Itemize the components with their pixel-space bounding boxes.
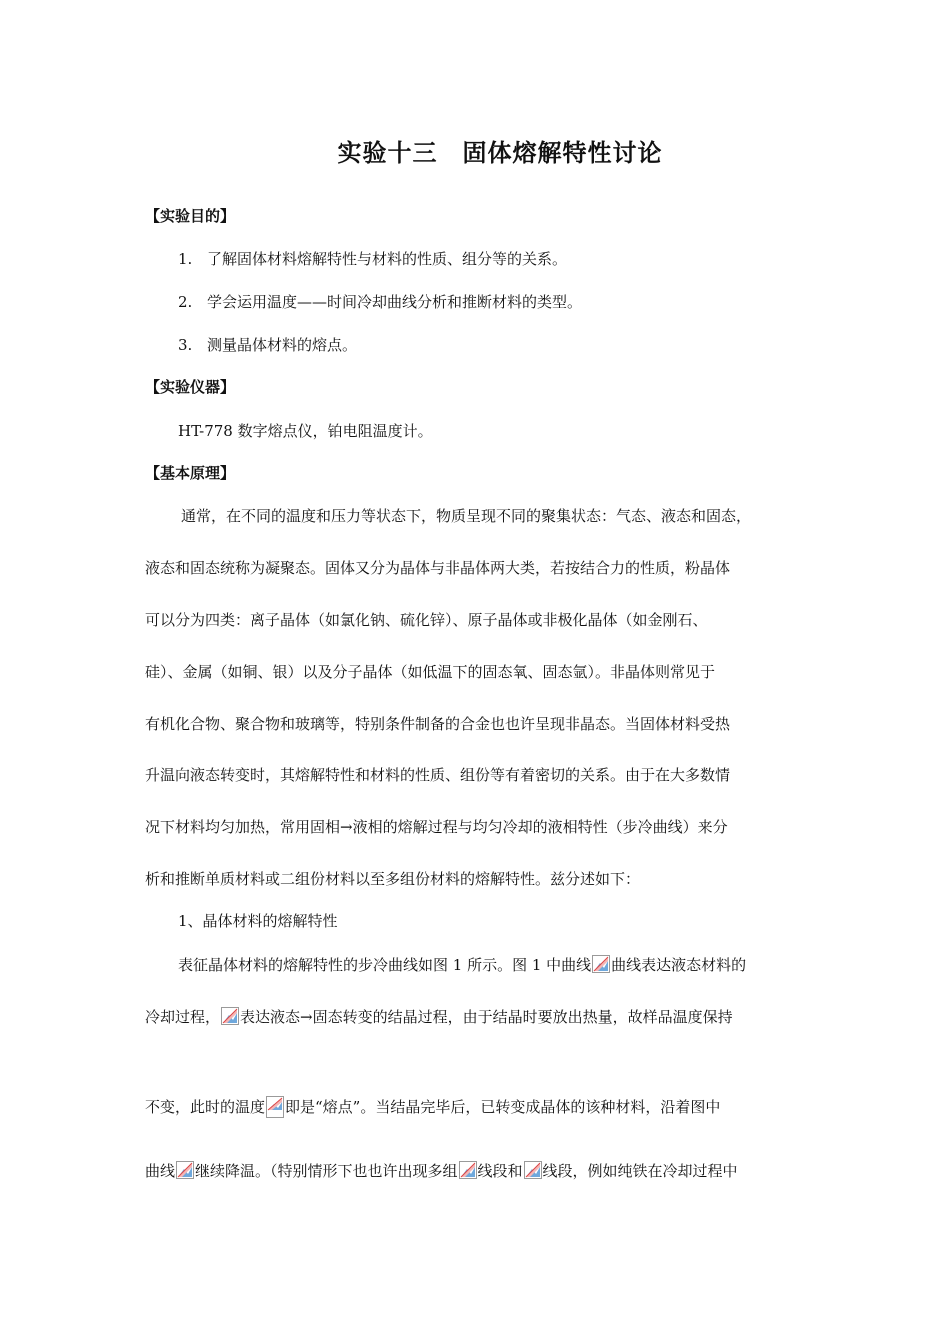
list-text: 测量晶体材料的熔点。 bbox=[207, 336, 358, 354]
text-run: 不变，此时的温度 bbox=[145, 1098, 266, 1116]
text-run: 曲线表达液态材料的 bbox=[611, 956, 747, 974]
paragraph-line: 通常，在不同的温度和压力等状态下，物质呈现不同的聚集状态：气态、液态和固态， bbox=[181, 507, 752, 525]
paragraph-line bbox=[145, 1006, 733, 1027]
paragraph-line: 液态和固态统称为凝聚态。固体又分为晶体与非晶体两大类，若按结合力的性质，粉晶体 bbox=[145, 559, 731, 577]
paragraph-line: 可以分为四类：离子晶体（如氯化钠、硫化锌）、原子晶体或非极化晶体（如金刚石、 bbox=[145, 611, 708, 629]
paragraph-line: 升温向液态转变时，其熔解特性和材料的性质、组份等有着密切的关系。由于在大多数情 bbox=[145, 766, 731, 784]
text-run: 继续降温。（特别情形下也也许出现多组 bbox=[195, 1162, 458, 1180]
broken-image-icon bbox=[592, 955, 610, 973]
paragraph-line bbox=[178, 954, 746, 975]
list-item bbox=[178, 291, 582, 312]
page-title: 实验十三 固体熔解特性讨论 bbox=[337, 139, 663, 167]
section-heading-instruments: 【实验仪器】 bbox=[145, 378, 236, 396]
list-item bbox=[178, 334, 357, 355]
text-run: 曲线 bbox=[145, 1162, 176, 1180]
text-run: 表达液态→固态转变的结晶过程，由于结晶时要放出热量，故样品温度保持 bbox=[240, 1008, 733, 1026]
paragraph-line: 析和推断单质材料或二组份材料以至多组份材料的熔解特性。兹分述如下： bbox=[145, 870, 641, 888]
subheading: 1、晶体材料的熔解特性 bbox=[178, 912, 338, 930]
broken-image-icon bbox=[524, 1161, 542, 1179]
list-text: 了解固体材料熔解特性与材料的性质、组分等的关系。 bbox=[207, 250, 568, 268]
list-number: 2. bbox=[178, 293, 193, 311]
section-heading-purpose: 【实验目的】 bbox=[145, 207, 236, 225]
list-number: 1. bbox=[178, 250, 193, 268]
paragraph-line bbox=[145, 1096, 720, 1118]
list-text: 学会运用温度——时间冷却曲线分析和推断材料的类型。 bbox=[207, 293, 583, 311]
text-run: 即是“熔点”。当结晶完毕后，已转变成晶体的该种材料，沿着图中 bbox=[285, 1098, 721, 1116]
section-heading-principle: 【基本原理】 bbox=[145, 464, 236, 482]
paragraph-line: 硅）、金属（如铜、银）以及分子晶体（如低温下的固态氧、固态氩）。非晶体则常见于 bbox=[145, 663, 716, 681]
text-run: 表征晶体材料的熔解特性的步冷曲线如图 1 所示。图 1 中曲线 bbox=[178, 956, 592, 974]
text-run: 线段，例如纯铁在冷却过程中 bbox=[542, 1162, 738, 1180]
paragraph-line bbox=[145, 1160, 738, 1181]
broken-image-icon bbox=[176, 1161, 194, 1179]
instruments-text: HT-778 数字熔点仪，铂电阻温度计。 bbox=[178, 422, 433, 440]
paragraph-line: 况下材料均匀加热，常用固相→液相的熔解过程与均匀冷却的液相特性（步冷曲线）来分 bbox=[145, 818, 728, 836]
paragraph-line: 有机化合物、聚合物和玻璃等，特别条件制备的合金也也许呈现非晶态。当固体材料受热 bbox=[145, 715, 731, 733]
broken-image-icon bbox=[221, 1007, 239, 1025]
text-run: 线段和 bbox=[477, 1162, 523, 1180]
broken-image-icon bbox=[459, 1161, 477, 1179]
broken-image-icon bbox=[266, 1096, 284, 1118]
list-number: 3. bbox=[178, 336, 193, 354]
text-run: 冷却过程， bbox=[145, 1008, 221, 1026]
list-item bbox=[178, 248, 567, 269]
